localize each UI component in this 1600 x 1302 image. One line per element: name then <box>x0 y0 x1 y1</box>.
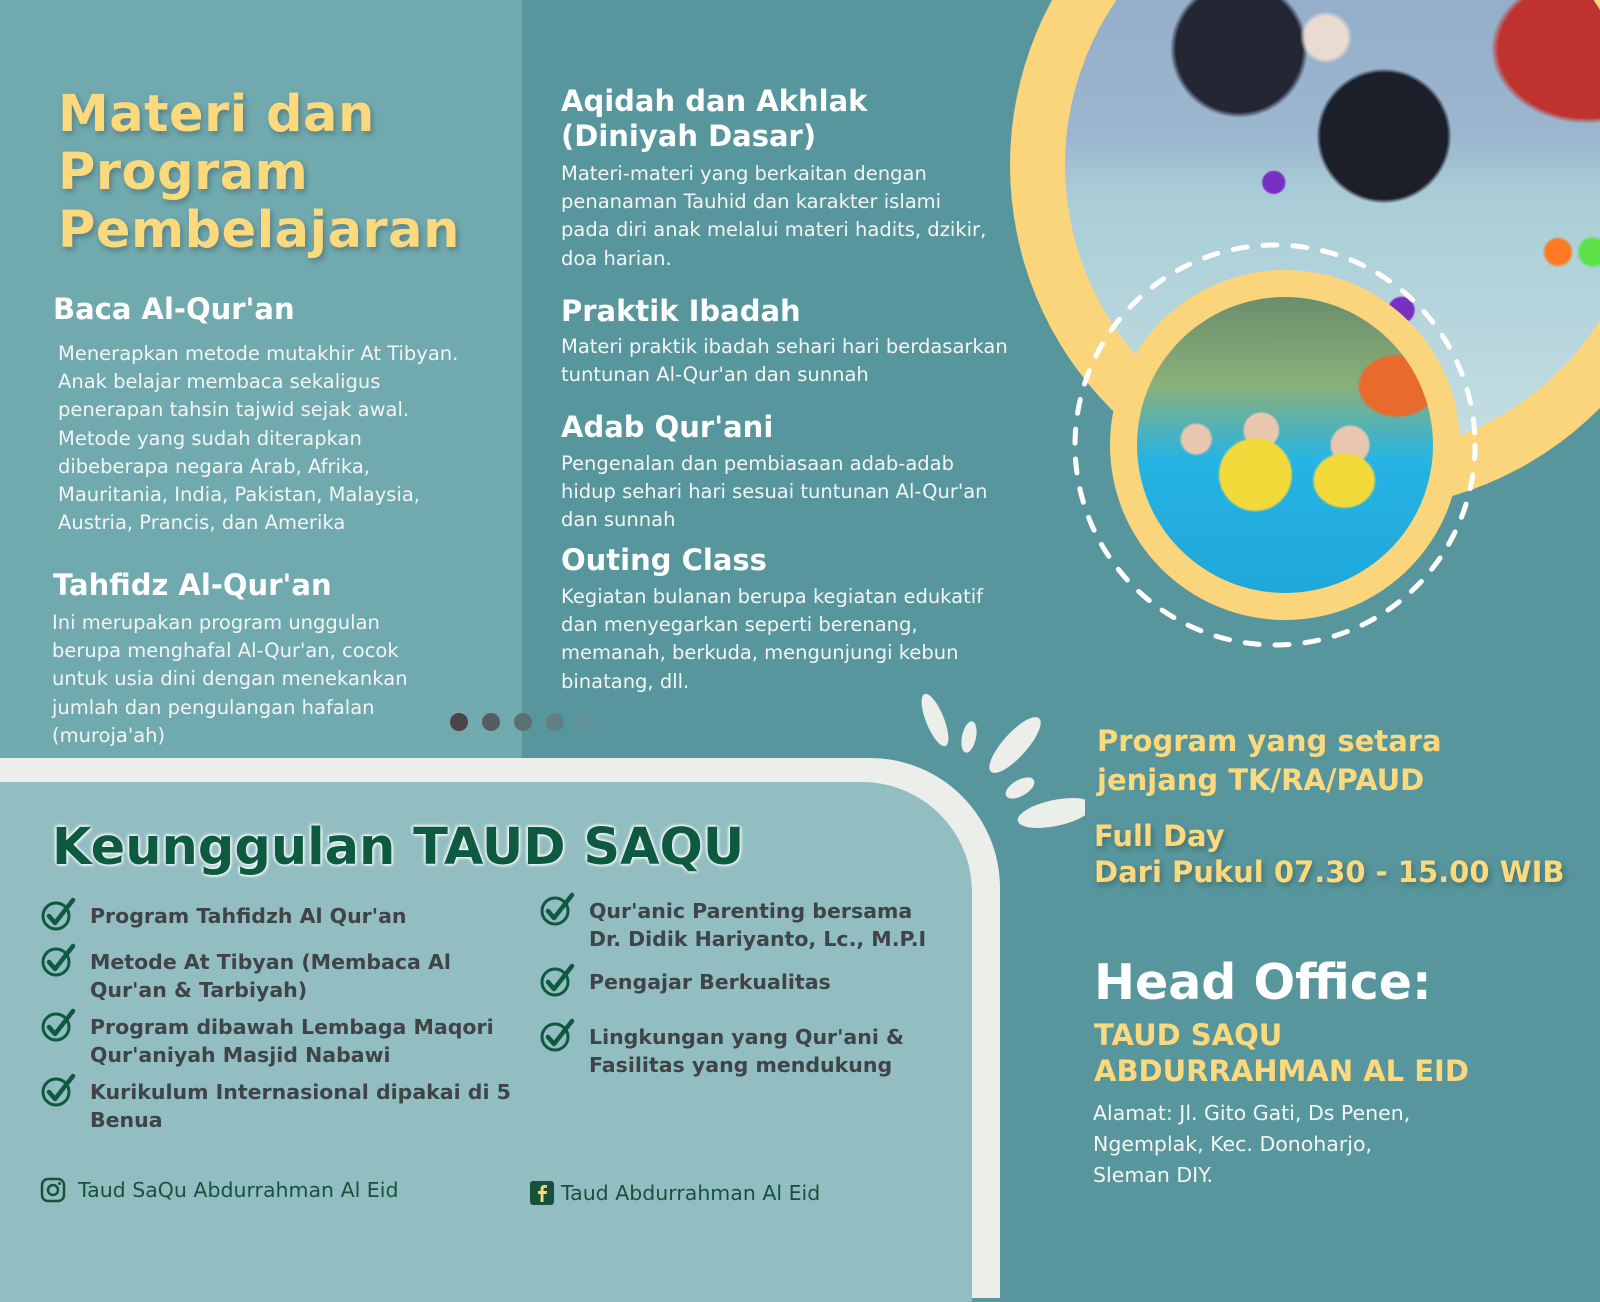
facebook-label[interactable]: Taud Abdurrahman Al Eid <box>561 1181 821 1205</box>
schedule-text <box>1094 818 1565 890</box>
text-line: Program yang setara <box>1097 724 1442 758</box>
office-name <box>1094 1017 1469 1089</box>
text-line: Kegiatan bulanan berupa kegiatan edukatif <box>561 585 984 608</box>
text-line: dan menyegarkan seperti berenang, <box>561 613 918 637</box>
heading-line: Aqidah dan Akhlak <box>561 84 868 118</box>
text-line: memanah, berkuda, mengunjungi kebun <box>561 641 959 665</box>
text-line: tuntunan Al-Qur'an dan sunnah <box>561 363 869 387</box>
text-line: doa harian. <box>561 246 672 270</box>
section-text-outing-class <box>561 583 983 696</box>
advantage-text: Program dibawah Lembaga Maqori <box>90 1015 494 1039</box>
text-line: Mauritania, India, Pakistan, Malaysia, <box>58 483 420 507</box>
heading-line: (Diniyah Dasar) <box>561 119 817 153</box>
text-line: penerapan tahsin tajwid sejak awal. <box>58 398 410 422</box>
advantage-item <box>539 968 831 998</box>
outing-class-photo <box>1137 297 1433 593</box>
text-line: (muroja'ah) <box>52 723 166 747</box>
text-line: Anak belajar membaca sekaligus <box>58 370 381 394</box>
text-line: penanaman Tauhid dan karakter islami <box>561 190 942 214</box>
instagram-icon <box>40 1177 66 1203</box>
check-circle-icon <box>40 1072 76 1108</box>
title-line: Pembelajaran <box>58 201 460 260</box>
text-line: berupa menghafal Al-Qur'an, cocok <box>52 639 399 663</box>
text-line: Materi praktik ibadah sehari hari berdasarkan <box>561 335 1008 358</box>
facebook-link[interactable] <box>530 1181 820 1205</box>
instagram-label[interactable]: Taud SaQu Abdurrahman Al Eid <box>78 1178 399 1202</box>
advantage-text: Fasilitas yang mendukung <box>589 1053 893 1077</box>
advantage-text: Lingkungan yang Qur'ani & <box>589 1025 904 1049</box>
advantage-item <box>40 902 407 932</box>
head-office-heading: Head Office: <box>1094 954 1432 1011</box>
text-line: hidup sehari hari sesuai tuntunan Al-Qur'an <box>561 480 988 504</box>
text-line: Dari Pukul 07.30 - 15.00 WIB <box>1094 855 1565 889</box>
advantage-item <box>539 1023 904 1079</box>
advantage-item <box>40 948 451 1004</box>
section-heading-adab-qurani: Adab Qur'ani <box>561 410 774 444</box>
text-line: untuk usia dini dengan menekankan <box>52 667 408 691</box>
pagination-dot-1[interactable] <box>450 713 468 731</box>
advantage-text: Qur'an & Tarbiyah) <box>90 978 308 1002</box>
section-heading-praktik-ibadah: Praktik Ibadah <box>561 294 801 328</box>
title-line: Program <box>58 143 309 202</box>
text-line: dibeberapa negara Arab, Afrika, <box>58 454 371 478</box>
section-heading-aqidah <box>561 84 867 154</box>
title-line: Materi dan <box>58 85 375 144</box>
advantage-text: Program Tahfidzh Al Qur'an <box>90 904 407 928</box>
office-address <box>1093 1098 1410 1191</box>
text-line: Ini merupakan program unggulan <box>52 611 380 634</box>
advantages-title: Keunggulan TAUD SAQU <box>52 818 745 877</box>
section-heading-tahfidz: Tahfidz Al-Qur'an <box>53 568 332 602</box>
pagination-dot-3[interactable] <box>514 713 532 731</box>
section-text-aqidah <box>561 160 986 273</box>
check-circle-icon <box>539 1017 575 1053</box>
section-heading-outing-class: Outing Class <box>561 543 767 577</box>
advantage-item <box>539 897 926 953</box>
advantage-text: Kurikulum Internasional dipakai di 5 <box>90 1080 511 1104</box>
text-line: Ngemplak, Kec. Donoharjo, <box>1093 1132 1373 1156</box>
check-circle-icon <box>539 891 575 927</box>
text-line: binatang, dll. <box>561 669 690 693</box>
advantage-text: Qur'aniyah Masjid Nabawi <box>90 1043 391 1067</box>
carousel-pagination <box>450 713 596 731</box>
advantage-text: Qur'anic Parenting bersama <box>589 899 913 923</box>
facebook-icon <box>530 1181 554 1205</box>
section-heading-baca-alquran: Baca Al-Qur'an <box>53 292 295 326</box>
text-line: pada diri anak melalui materi hadits, dzikir, <box>561 218 987 242</box>
advantage-text: Pengajar Berkualitas <box>589 970 831 994</box>
text-line: Materi-materi yang berkaitan dengan <box>561 162 927 185</box>
program-level-text <box>1097 722 1442 800</box>
text-line: Austria, Prancis, dan Amerika <box>58 511 346 535</box>
advantage-text: Benua <box>90 1108 163 1132</box>
advantage-text: Metode At Tibyan (Membaca Al <box>90 950 451 974</box>
text-line: ABDURRAHMAN AL EID <box>1094 1054 1469 1088</box>
text-line: TAUD SAQU <box>1094 1018 1283 1052</box>
check-circle-icon <box>539 962 575 998</box>
text-line: Alamat: Jl. Gito Gati, Ds Penen, <box>1093 1101 1411 1125</box>
pagination-dot-4[interactable] <box>546 713 564 731</box>
section-text-baca-alquran <box>58 340 458 537</box>
text-line: jumlah dan pengulangan hafalan <box>52 695 375 719</box>
pagination-dot-5[interactable] <box>578 713 596 731</box>
text-line: Pengenalan dan pembiasaan adab-adab <box>561 452 954 475</box>
text-line: Sleman DIY. <box>1093 1163 1214 1187</box>
section-text-adab-qurani <box>561 450 988 535</box>
section-text-tahfidz <box>52 609 408 750</box>
instagram-link[interactable] <box>40 1177 398 1203</box>
check-circle-icon <box>40 942 76 978</box>
check-circle-icon <box>40 896 76 932</box>
text-line: Metode yang sudah diterapkan <box>58 426 362 450</box>
advantage-text: Dr. Didik Hariyanto, Lc., M.P.I <box>589 927 927 951</box>
advantage-item <box>40 1013 494 1069</box>
pagination-dot-2[interactable] <box>482 713 500 731</box>
text-line: jenjang TK/RA/PAUD <box>1097 763 1425 797</box>
sparkle-rays-decoration <box>905 680 1085 830</box>
section-text-praktik-ibadah <box>561 333 1008 389</box>
text-line: Menerapkan metode mutakhir At Tibyan. <box>58 342 459 365</box>
check-circle-icon <box>40 1007 76 1043</box>
text-line: Full Day <box>1094 819 1225 853</box>
program-section-title <box>58 86 460 260</box>
text-line: dan sunnah <box>561 508 676 532</box>
advantage-item <box>40 1078 511 1134</box>
